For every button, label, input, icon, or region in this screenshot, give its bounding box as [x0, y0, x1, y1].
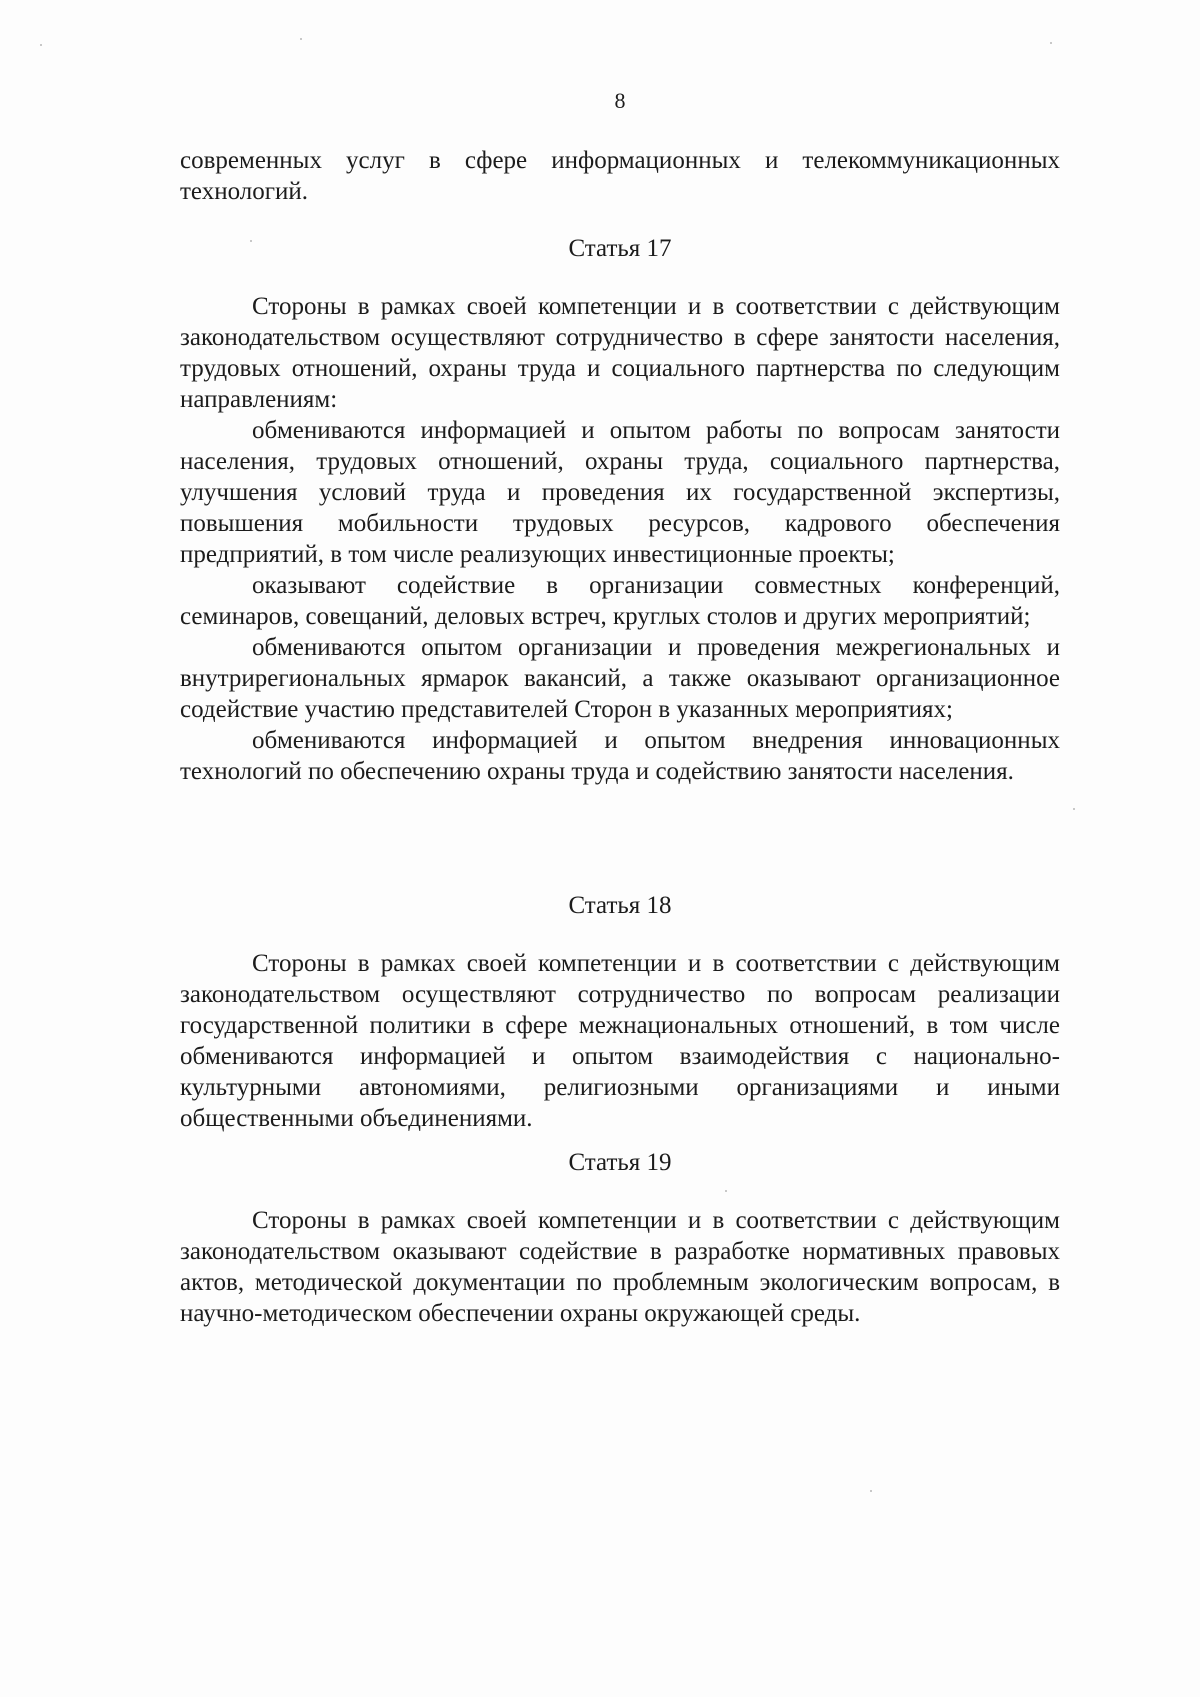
- article-19-title: Статья 19: [568, 1149, 672, 1176]
- article-17-title: Статья 17: [568, 235, 672, 262]
- intro-text-block: [180, 145, 1060, 207]
- scan-speck: [1050, 42, 1052, 44]
- scan-speck: [870, 1490, 872, 1492]
- intro-paragraph: современных услуг в сфере информационных и телекоммуникационных технологий.: [180, 147, 1060, 205]
- article-17-paragraph: Стороны в рамках своей компетенции и в соответствии с действующим законодательством осуществляют сотрудничество в сфере занятости населения, трудовых отношений, охраны труда и социального партнерства по следующим направлениям:: [180, 293, 1060, 413]
- scan-speck: [725, 1190, 727, 1192]
- article-18-paragraph: Стороны в рамках своей компетенции и в соответствии с действующим законодательством осуществляют сотрудничество по вопросам реализации государственной политики в сфере межнациональных отношений, в том числе обмениваются информацией и опытом взаимодействия с национально-культурными автономиями, религиозными организациями и иными общественными объединениями.: [180, 950, 1060, 1132]
- article-18-body: [180, 948, 1060, 1134]
- article-19-body: [180, 1205, 1060, 1329]
- page-number: 8: [614, 88, 626, 113]
- scan-speck: [300, 38, 302, 40]
- article-17-paragraph: обмениваются опытом организации и проведения межрегиональных и внутрирегиональных ярмарок вакансий, а также оказывают организационное содействие участию представителей Сторон в указанных мероприятиях;: [180, 634, 1060, 723]
- scan-speck: [40, 44, 42, 46]
- article-17-paragraph: оказывают содействие в организации совместных конференций, семинаров, совещаний, деловых встреч, круглых столов и других мероприятий;: [180, 572, 1060, 630]
- article-17-body: [180, 291, 1060, 787]
- article-17-paragraph: обмениваются информацией и опытом работы по вопросам занятости населения, трудовых отношений, охраны труда, социального партнерства, улучшения условий труда и проведения их государственной экспертизы, повышения мобильности трудовых ресурсов, кадрового обеспечения предприятий, в том числе реализующих инвестиционные проекты;: [180, 417, 1060, 568]
- scan-speck: [1073, 808, 1075, 810]
- scan-speck: [250, 240, 252, 242]
- article-18-title: Статья 18: [568, 892, 672, 919]
- article-17-paragraph: обмениваются информацией и опытом внедрения инновационных технологий по обеспечению охраны труда и содействию занятости населения.: [180, 727, 1060, 785]
- article-19-paragraph: Стороны в рамках своей компетенции и в соответствии с действующим законодательством оказывают содействие в разработке нормативных правовых актов, методической документации по проблемным экологическим вопросам, в научно-методическом обеспечении охраны окружающей среды.: [180, 1207, 1060, 1327]
